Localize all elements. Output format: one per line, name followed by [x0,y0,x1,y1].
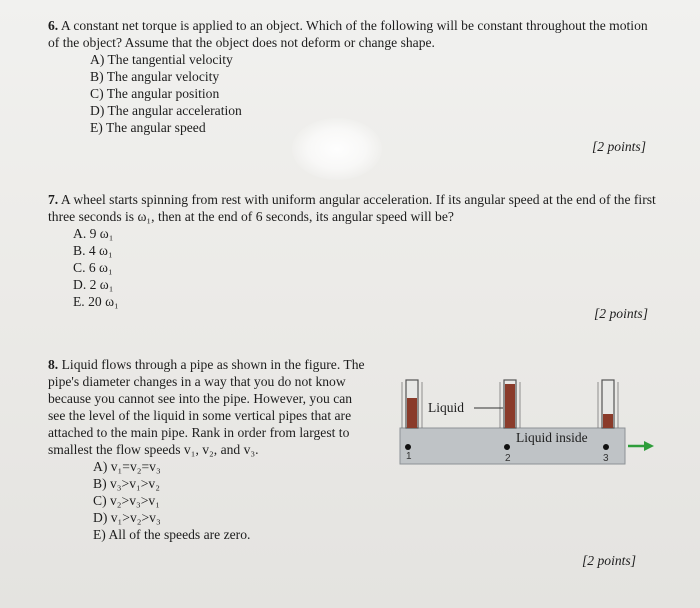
question-8-text: Liquid flows through a pipe as shown in the figure. The pipe's diameter changes in a way that you do not know because you cannot see into the pipe. However, you can see the level of the liquid in some vertical pipes that are attached to the main pipe. Rank in order from largest to smallest the flow speeds v₁, v₂, and v₃. [48,357,365,457]
choice-6b[interactable]: B) The angular velocity [90,69,220,84]
question-8-number: 8. [48,357,59,372]
label-liquid-inside: Liquid inside [516,430,588,445]
choice-8a[interactable]: A) v₁=v₂=v₃ [93,459,161,474]
question-7-number: 7. [48,192,59,207]
liquid-column-2 [505,384,515,428]
liquid-column-1 [407,398,417,428]
question-6-text: A constant net torque is applied to an object. Which of the following will be constant throughout the motion of the object? Assume that the object does not deform or change shape. [48,18,648,50]
question-6-points: [2 points] [592,139,647,154]
question-7 [48,191,658,310]
choice-7c[interactable]: C. 6 ω₁ [73,260,113,275]
question-8-choices [93,458,366,543]
choice-7d[interactable]: D. 2 ω₁ [73,277,114,292]
choice-6a[interactable]: A) The tangential velocity [90,52,233,67]
choice-6e[interactable]: E) The angular speed [90,120,206,135]
vertical-pipe-2 [500,380,520,428]
choice-8e[interactable]: E) All of the speeds are zero. [93,527,251,542]
position-label-2: 2 [505,453,511,464]
choice-7b[interactable]: B. 4 ω₁ [73,243,113,258]
position-label-1: 1 [406,451,412,462]
question-8-points: [2 points] [582,553,637,568]
question-7-points: [2 points] [594,306,649,321]
question-6-number: 6. [48,18,59,33]
main-pipe [400,428,625,464]
liquid-column-3 [603,414,613,428]
question-7-text: A wheel starts spinning from rest with uniform angular acceleration. If its angular speed at the end of the first three seconds is ω₁, then at the end of 6 seconds, its angular speed will be? [48,192,656,224]
question-6-stem [48,17,658,51]
flow-point-1 [405,444,411,450]
question-8 [48,356,366,543]
choice-6d[interactable]: D) The angular acceleration [90,103,242,118]
choice-8b[interactable]: B) v₃>v₁>v₂ [93,476,160,491]
choice-6c[interactable]: C) The angular position [90,86,220,101]
question-6 [48,17,658,136]
choice-7a[interactable]: A. 9 ω₁ [73,226,114,241]
position-label-3: 3 [603,453,609,464]
question-7-stem [48,191,658,225]
flow-point-2 [504,444,510,450]
question-6-choices [90,51,658,136]
choice-7e[interactable]: E. 20 ω₁ [73,294,119,309]
question-8-stem [48,356,366,458]
pipe-figure [390,370,660,470]
vertical-pipe-1 [402,380,422,428]
label-liquid: Liquid [428,400,464,415]
choice-8c[interactable]: C) v₂>v₃>v₁ [93,493,160,508]
flow-point-3 [603,444,609,450]
flow-direction-arrow [628,441,654,451]
question-7-choices [73,225,658,310]
choice-8d[interactable]: D) v₁>v₂>v₃ [93,510,161,525]
vertical-pipe-3 [598,380,618,428]
